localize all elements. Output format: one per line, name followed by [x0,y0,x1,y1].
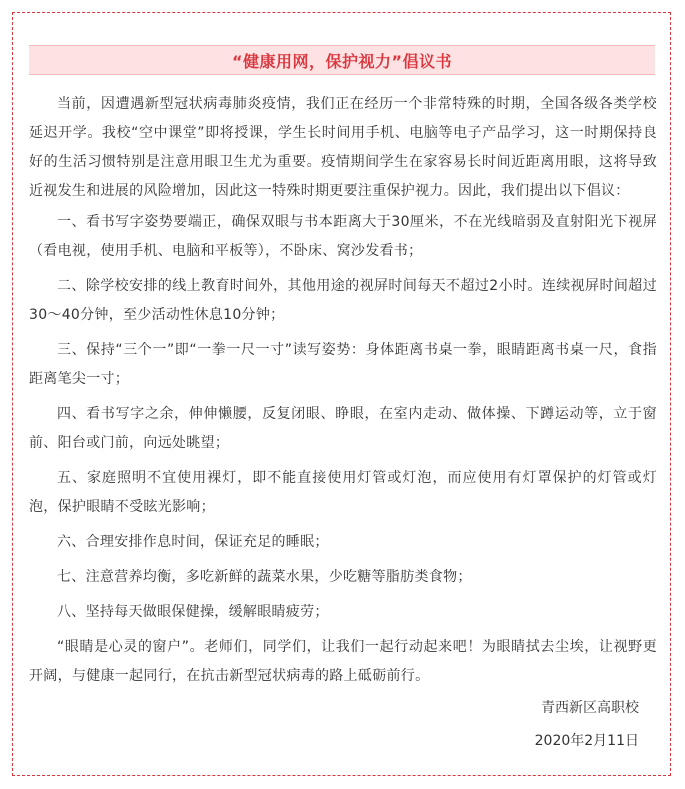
proposal-item-4: 四、看书写字之余，伸伸懒腰，反复闭眼、睁眼，在室内走动、做体操、下蹲运动等，立于窗前、阳台或门前，向远处眺望； [29,406,657,451]
proposal-item-1: 一、看书写字姿势要端正，确保双眼与书本距离大于30厘米，不在光线暗弱及直射阳光下视屏（看电视，使用手机、电脑和平板等），不卧床、窝沙发看书； [29,214,657,259]
proposal-item-5: 五、家庭照明不宜使用裸灯，即不能直接使用灯管或灯泡，而应使用有灯罩保护的灯管或灯泡，保护眼睛不受眩光影响； [29,470,657,515]
intro-paragraph: 当前，因遭遇新型冠状病毒肺炎疫情，我们正在经历一个非常特殊的时期，全国各级各类学校延迟开学。我校“空中课堂”即将授课，学生长时间用手机、电脑等电子产品学习，这一时期保持良好的生活习惯特别是注意用眼卫生尤为重要。疫情期间学生在家容易长时间近距离用眼，这将导致近视发生和进展的风险增加，因此这一特殊时期更要注重保护视力。因此，我们提出以下倡议： [29,96,657,199]
document-body [29,90,657,697]
signature-school: 青西新区高职校 [541,700,639,716]
proposal-item-6: 六、合理安排作息时间，保证充足的睡眠； [57,534,329,550]
proposal-item-8: 八、坚持每天做眼保健操，缓解眼睛疲劳； [57,604,329,620]
signature-date: 2020年2月11日 [534,733,639,749]
proposal-item-3: 三、保持“三个一”即“一拳一尺一寸”读写姿势：身体距离书桌一拳，眼睛距离书桌一尺，食指距离笔尖一寸； [29,342,657,387]
proposal-item-2: 二、除学校安排的线上教育时间外，其他用途的视屏时间每天不超过2小时。连续视屏时间超过30～40分钟，至少活动性休息10分钟； [29,278,657,323]
proposal-item-7: 七、注意营养均衡，多吃新鲜的蔬菜水果，少吃糖等脂肪类食物； [57,569,472,585]
document-title: “健康用网，保护视力”倡议书 [231,51,453,71]
title-banner [29,45,655,75]
closing-paragraph: “眼睛是心灵的窗户”。老师们，同学们，让我们一起行动起来吧！为眼睛拭去尘埃，让视野更开阔，与健康一起同行，在抗击新型冠状病毒的路上砥砺前行。 [29,639,657,684]
